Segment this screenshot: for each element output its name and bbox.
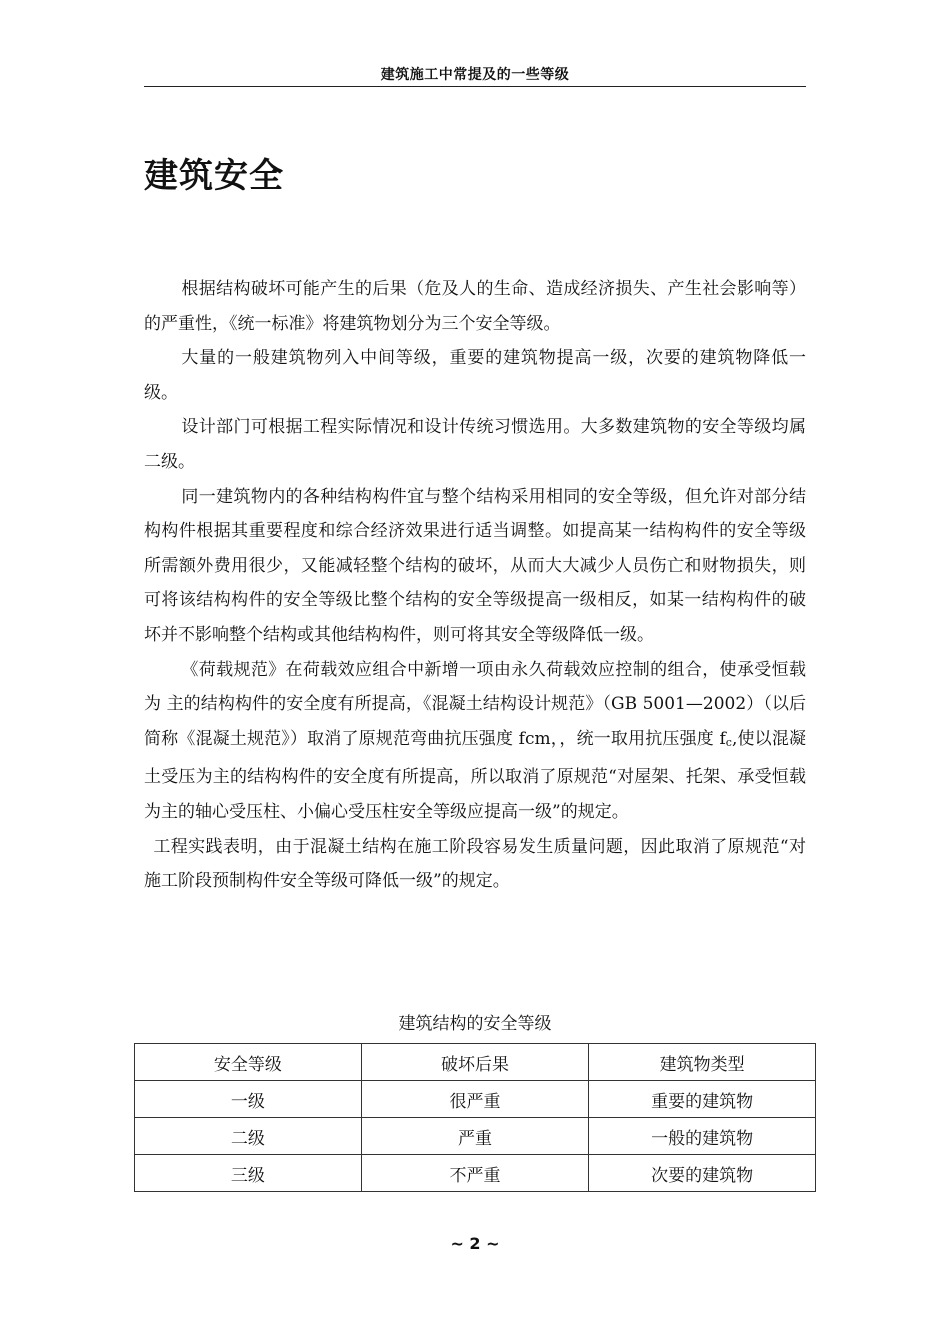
paragraph-component-adjustment: 同一建筑物内的各种结构构件宜与整个结构采用相同的安全等级，但允许对部分结构构件根据其重要程度和综合经济效果进行适当调整。如提高某一结构构件的安全等级所需额外费用很少，又能减轻整个结构的破坏，从而大大减少人员伤亡和财物损失，则可将该结构构件的安全等级比整个结构的安全等级提高一级相反，如某一结构构件的破坏并不影响整个结构或其他结构构件，则可将其安全等级降低一级。: [144, 486, 806, 645]
table-cell: 一级: [135, 1081, 362, 1118]
table-cell: 严重: [361, 1118, 588, 1155]
table-cell: 二级: [135, 1118, 362, 1155]
paragraph-load-code-part-1: 《荷载规范》在荷载效应组合中新增一项由永久荷载效应控制的组合，使承受恒载为 主的结构构件的安全度有所提高，《混凝土结构设计规范》（GB 5001—2002）（以后简称《混凝土规范》）取消了原规范弯曲抗压强度 fcm，，统一取用抗压强度 f: [144, 659, 806, 749]
paragraph-practice: 工程实践表明，由于混凝土结构在施工阶段容易发生质量问题，因此取消了原规范“对施工阶段预制构件安全等级可降低一级”的规定。: [144, 836, 806, 892]
header-building-type: 建筑物类型: [589, 1044, 816, 1081]
table-cell: 次要的建筑物: [589, 1155, 816, 1192]
header-failure-consequence: 破坏后果: [361, 1044, 588, 1081]
paragraph-middle-level: 大量的一般建筑物列入中间等级，重要的建筑物提高一级，次要的建筑物降低一级。: [144, 348, 806, 403]
table-cell: 三级: [135, 1155, 362, 1192]
paragraph-design-choice: 设计部门可根据工程实际情况和设计传统习惯选用。大多数建筑物的安全等级均属二级。: [144, 417, 806, 472]
paragraph-load-code-part-2: ,使以混凝土受压为主的结构构件的安全度有所提高，所以取消了原规范“对屋架、托架、承受恒载为主的轴心受压柱、小偏心受压柱安全等级应提高一级”的规定。: [144, 728, 807, 822]
table-row: [135, 1118, 816, 1155]
safety-level-table: [134, 1043, 816, 1192]
page-title: 建筑安全: [144, 156, 284, 196]
paragraph-severity: 根据结构破坏可能产生的后果（危及人的生命、造成经济损失、产生社会影响等）的严重性，《统一标准》将建筑物划分为三个安全等级。: [144, 279, 806, 334]
table-cell: 很严重: [361, 1081, 588, 1118]
subscript-c: c: [725, 735, 732, 749]
table-caption: 建筑结构的安全等级: [398, 1014, 552, 1034]
table-cell: 一般的建筑物: [589, 1118, 816, 1155]
table-row: [135, 1155, 816, 1192]
table-cell: 不严重: [361, 1155, 588, 1192]
page-number: ~ 2 ~: [450, 1234, 500, 1253]
table-cell: 重要的建筑物: [589, 1081, 816, 1118]
running-header: 建筑施工中常提及的一些等级: [144, 64, 806, 87]
table-header-row: [135, 1044, 816, 1081]
header-safety-level: 安全等级: [135, 1044, 362, 1081]
paragraph-load-code: [144, 653, 806, 830]
table-row: [135, 1081, 816, 1118]
document-body: [144, 272, 806, 899]
